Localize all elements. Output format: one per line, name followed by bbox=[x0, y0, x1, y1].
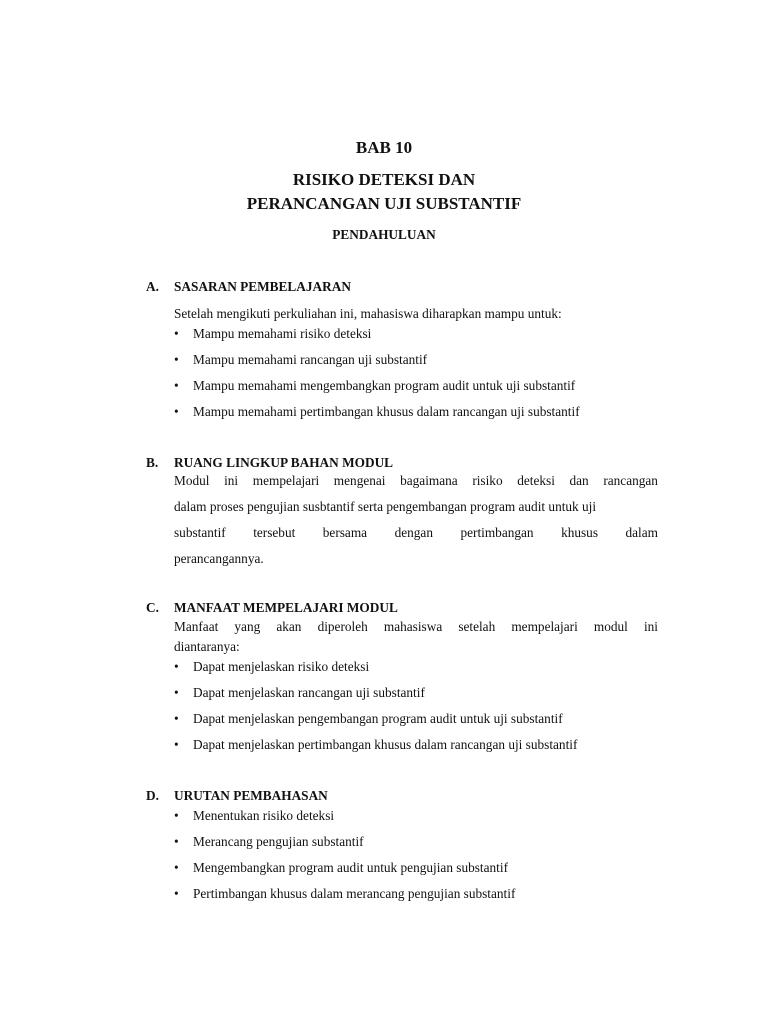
chapter-number: BAB 10 bbox=[355, 138, 413, 157]
bullet-icon: • bbox=[174, 685, 179, 700]
section-letter: A. bbox=[146, 279, 159, 294]
list-item: • Mampu memahami rancangan uji substantif bbox=[174, 352, 428, 367]
list-item: • Mampu memahami mengembangkan program audit untuk uji substantif bbox=[174, 378, 576, 393]
paragraph-line: Modul ini mempelajari mengenai bagaimana risiko deteksi dan rancangan bbox=[174, 473, 658, 488]
list-item: • Merancang pengujian substantif bbox=[174, 834, 364, 849]
list-item: • Dapat menjelaskan pertimbangan khusus dalam rancangan uji substantif bbox=[174, 737, 578, 752]
bullet-icon: • bbox=[174, 659, 179, 674]
bullet-icon: • bbox=[174, 378, 179, 393]
section-title: URUTAN PEMBAHASAN bbox=[174, 788, 328, 803]
section-title: SASARAN PEMBELAJARAN bbox=[174, 279, 351, 294]
list-item: • Pertimbangan khusus dalam merancang pengujian substantif bbox=[174, 886, 516, 901]
bullet-icon: • bbox=[174, 711, 179, 726]
chapter-title-line-2: PERANCANGAN UJI SUBSTANTIF bbox=[246, 194, 522, 213]
section-b-heading bbox=[146, 455, 393, 471]
bullet-icon: • bbox=[174, 860, 179, 875]
section-letter: B. bbox=[146, 455, 159, 470]
introduction-heading: PENDAHULUAN bbox=[332, 227, 436, 242]
list-item: • Mampu memahami risiko deteksi bbox=[174, 326, 372, 341]
list-item: • Mengembangkan program audit untuk pengujian substantif bbox=[174, 860, 508, 875]
section-a-heading bbox=[146, 279, 351, 295]
list-item: • Dapat menjelaskan pengembangan program audit untuk uji substantif bbox=[174, 711, 563, 726]
paragraph-line: diantaranya: bbox=[174, 639, 240, 654]
bullet-icon: • bbox=[174, 808, 179, 823]
paragraph-line: Manfaat yang akan diperoleh mahasiswa setelah mempelajari modul ini bbox=[174, 619, 658, 634]
list-item: • Menentukan risiko deteksi bbox=[174, 808, 335, 823]
bullet-icon: • bbox=[174, 352, 179, 367]
chapter-title-line-1: RISIKO DETEKSI DAN bbox=[292, 170, 476, 189]
bullet-icon: • bbox=[174, 737, 179, 752]
bullet-icon: • bbox=[174, 404, 179, 419]
list-item: • Dapat menjelaskan risiko deteksi bbox=[174, 659, 370, 674]
section-d-heading bbox=[146, 788, 328, 804]
section-title: RUANG LINGKUP BAHAN MODUL bbox=[174, 455, 394, 470]
list-item: • Dapat menjelaskan rancangan uji substantif bbox=[174, 685, 425, 700]
section-title: MANFAAT MEMPELAJARI MODUL bbox=[174, 600, 398, 615]
section-letter: D. bbox=[146, 788, 159, 803]
paragraph-line: perancangannya. bbox=[174, 551, 264, 566]
section-letter: C. bbox=[146, 600, 159, 615]
section-c-heading bbox=[146, 600, 398, 616]
paragraph-line: substantif tersebut bersama dengan pertimbangan khusus dalam bbox=[174, 525, 658, 540]
bullet-icon: • bbox=[174, 326, 179, 341]
bullet-icon: • bbox=[174, 886, 179, 901]
bullet-icon: • bbox=[174, 834, 179, 849]
section-a-intro: Setelah mengikuti perkuliahan ini, mahasiswa diharapkan mampu untuk: bbox=[174, 306, 562, 321]
list-item: • Mampu memahami pertimbangan khusus dalam rancangan uji substantif bbox=[174, 404, 580, 419]
paragraph-line: dalam proses pengujian susbtantif serta pengembangan program audit untuk uji bbox=[174, 499, 597, 514]
